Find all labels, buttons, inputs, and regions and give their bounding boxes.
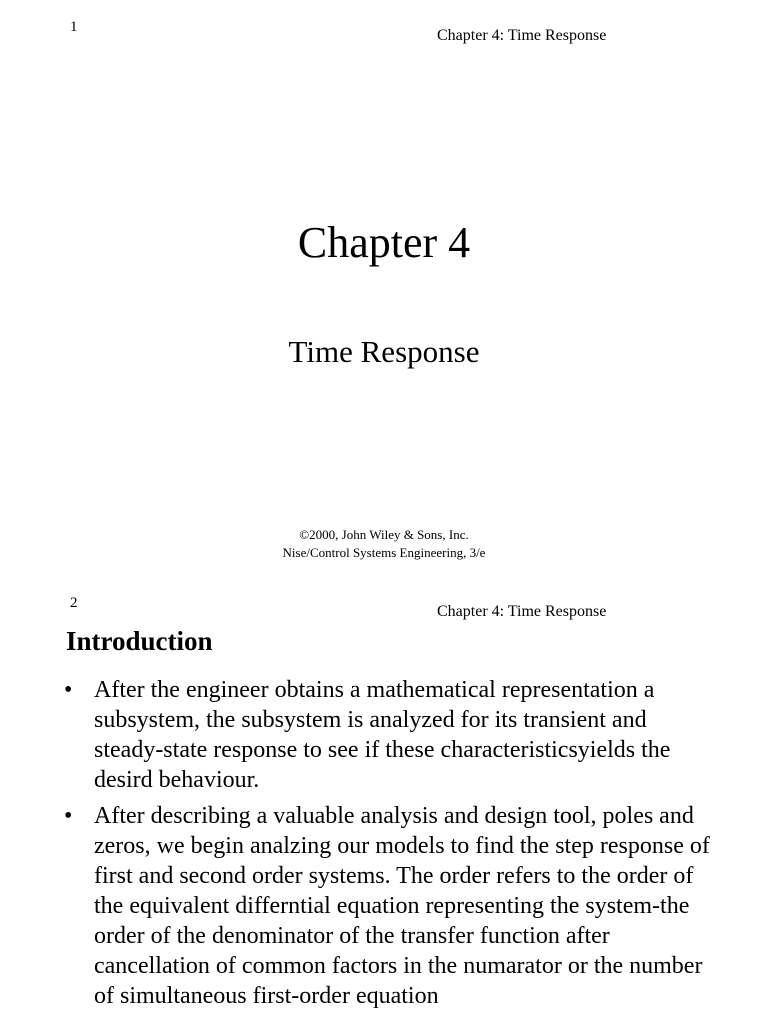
page-number: 1: [70, 19, 78, 35]
bullet-text: After describing a valuable analysis and design tool, poles and zeros, we begin analzing our models to find the step response of first and second order systems. The order refers to the order of the equivalent differntial equation representing the system-the order of the denominator of the transfer function after cancellation of common factors in the numarator or the number of simultaneous first-order equation: [94, 803, 710, 1009]
bullet-list: [62, 675, 712, 1017]
copyright-footer: [0, 526, 768, 562]
footer-copyright-line: ©2000, John Wiley & Sons, Inc.: [299, 527, 469, 542]
footer-book-line: Nise/Control Systems Engineering, 3/e: [282, 545, 486, 560]
running-header: Chapter 4: Time Response: [437, 603, 607, 620]
section-title: Introduction: [66, 626, 213, 656]
chapter-title: Chapter 4: [297, 218, 471, 267]
running-header: Chapter 4: Time Response: [437, 27, 607, 44]
bullet-dot-icon: •: [64, 677, 73, 703]
page-number: 2: [70, 595, 78, 611]
slide-2: [0, 585, 768, 1024]
bullet-item: [62, 675, 712, 795]
bullet-item: [62, 801, 712, 1011]
bullet-text: After the engineer obtains a mathematical representation a subsystem, the subsystem is analyzed for its transient and steady-state response to see if these characteristicsyields the desird behaviour.: [94, 677, 671, 793]
chapter-subtitle: Time Response: [288, 334, 480, 369]
bullet-dot-icon: •: [64, 803, 73, 829]
